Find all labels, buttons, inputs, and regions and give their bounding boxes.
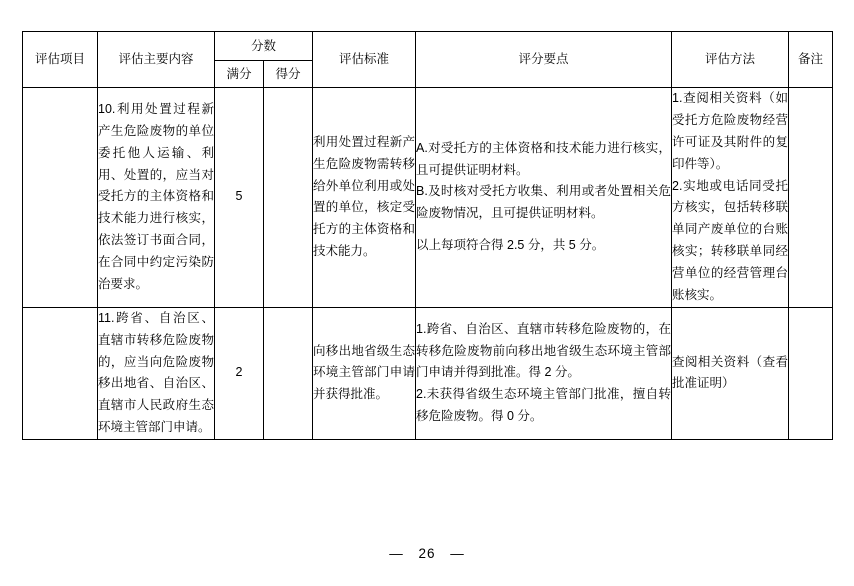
row-points-b: B.及时核对受托方收集、利用或者处置相关危险废物情况，且可提供证明材料。	[416, 184, 672, 221]
row-points-a: 1.跨省、自治区、直辖市转移危险废物的，在转移危险废物前向移出地省级生态环境主管部门申请并得到批准。得 2 分。	[416, 321, 672, 380]
row-content-text: 11.跨省、自治区、直辖市转移危险废物的，应当向危险废物移出地省、自治区、直辖市人民政府生态环境主管部门申请。	[98, 310, 214, 435]
assessment-table-container	[22, 31, 832, 440]
row-content	[98, 88, 215, 308]
row-remark	[789, 88, 833, 308]
row-method-2: 2.实地或电话同受托方核实，包括转移联单同产废单位的台账核实；转移联单同经营单位的经营管理台账核实。	[672, 178, 789, 302]
row-points-a: A.对受托方的主体资格和技术能力进行核实，且可提供证明材料。	[416, 140, 672, 177]
row-criteria	[313, 307, 416, 439]
row-item	[23, 307, 98, 439]
row-criteria-text: 向移出地省级生态环境主管部门申请并获得批准。	[313, 343, 416, 402]
header-remark: 备注	[789, 32, 833, 88]
row-criteria	[313, 88, 416, 308]
header-assessment-content: 评估主要内容	[98, 32, 215, 88]
row-method	[672, 307, 789, 439]
row-method-1: 1.查阅相关资料（如受托方危险废物经营许可证及其附件的复印件等）。	[672, 91, 789, 171]
row-score-got	[264, 307, 313, 439]
header-score-full: 满分	[215, 61, 264, 88]
header-score-group: 分数	[215, 32, 313, 61]
page-number: 26	[418, 545, 436, 561]
row-points	[416, 307, 672, 439]
row-method-1: 查阅相关资料（查看批准证明）	[672, 354, 789, 391]
header-scoring-points: 评分要点	[416, 32, 672, 88]
row-points-b: 2.未获得省级生态环境主管部门批准，擅自转移危险废物。得 0 分。	[416, 387, 672, 424]
row-item	[23, 88, 98, 308]
row-score-got	[264, 88, 313, 308]
header-assessment-method: 评估方法	[672, 32, 789, 88]
page-footer	[0, 545, 854, 561]
header-assessment-criteria: 评估标准	[313, 32, 416, 88]
row-score-full: 5	[215, 88, 264, 308]
row-points	[416, 88, 672, 308]
header-score-got: 得分	[264, 61, 313, 88]
table-header-row-1	[23, 32, 833, 61]
header-assessment-item: 评估项目	[23, 32, 98, 88]
table-body	[23, 88, 833, 440]
row-content-text: 10.利用处置过程新产生危险废物的单位委托他人运输、利用、处置的，应当对受托方的主体资格和技术能力进行核实，依法签订书面合同，在合同中约定污染防治要求。	[98, 101, 214, 291]
row-points-c: 以上每项符合得 2.5 分，共 5 分。	[416, 238, 605, 253]
footer-dash-left: —	[389, 545, 404, 561]
footer-dash-right: —	[450, 545, 465, 561]
table-row	[23, 307, 833, 439]
row-content	[98, 307, 215, 439]
table-header	[23, 32, 833, 88]
table-row	[23, 88, 833, 308]
points-spacer	[416, 225, 671, 235]
row-score-full: 2	[215, 307, 264, 439]
row-method	[672, 88, 789, 308]
row-criteria-text: 利用处置过程新产生危险废物需转移给外单位利用或处置的单位，核定受托方的主体资格和技术能力。	[313, 134, 416, 259]
row-remark	[789, 307, 833, 439]
assessment-table	[22, 31, 833, 440]
